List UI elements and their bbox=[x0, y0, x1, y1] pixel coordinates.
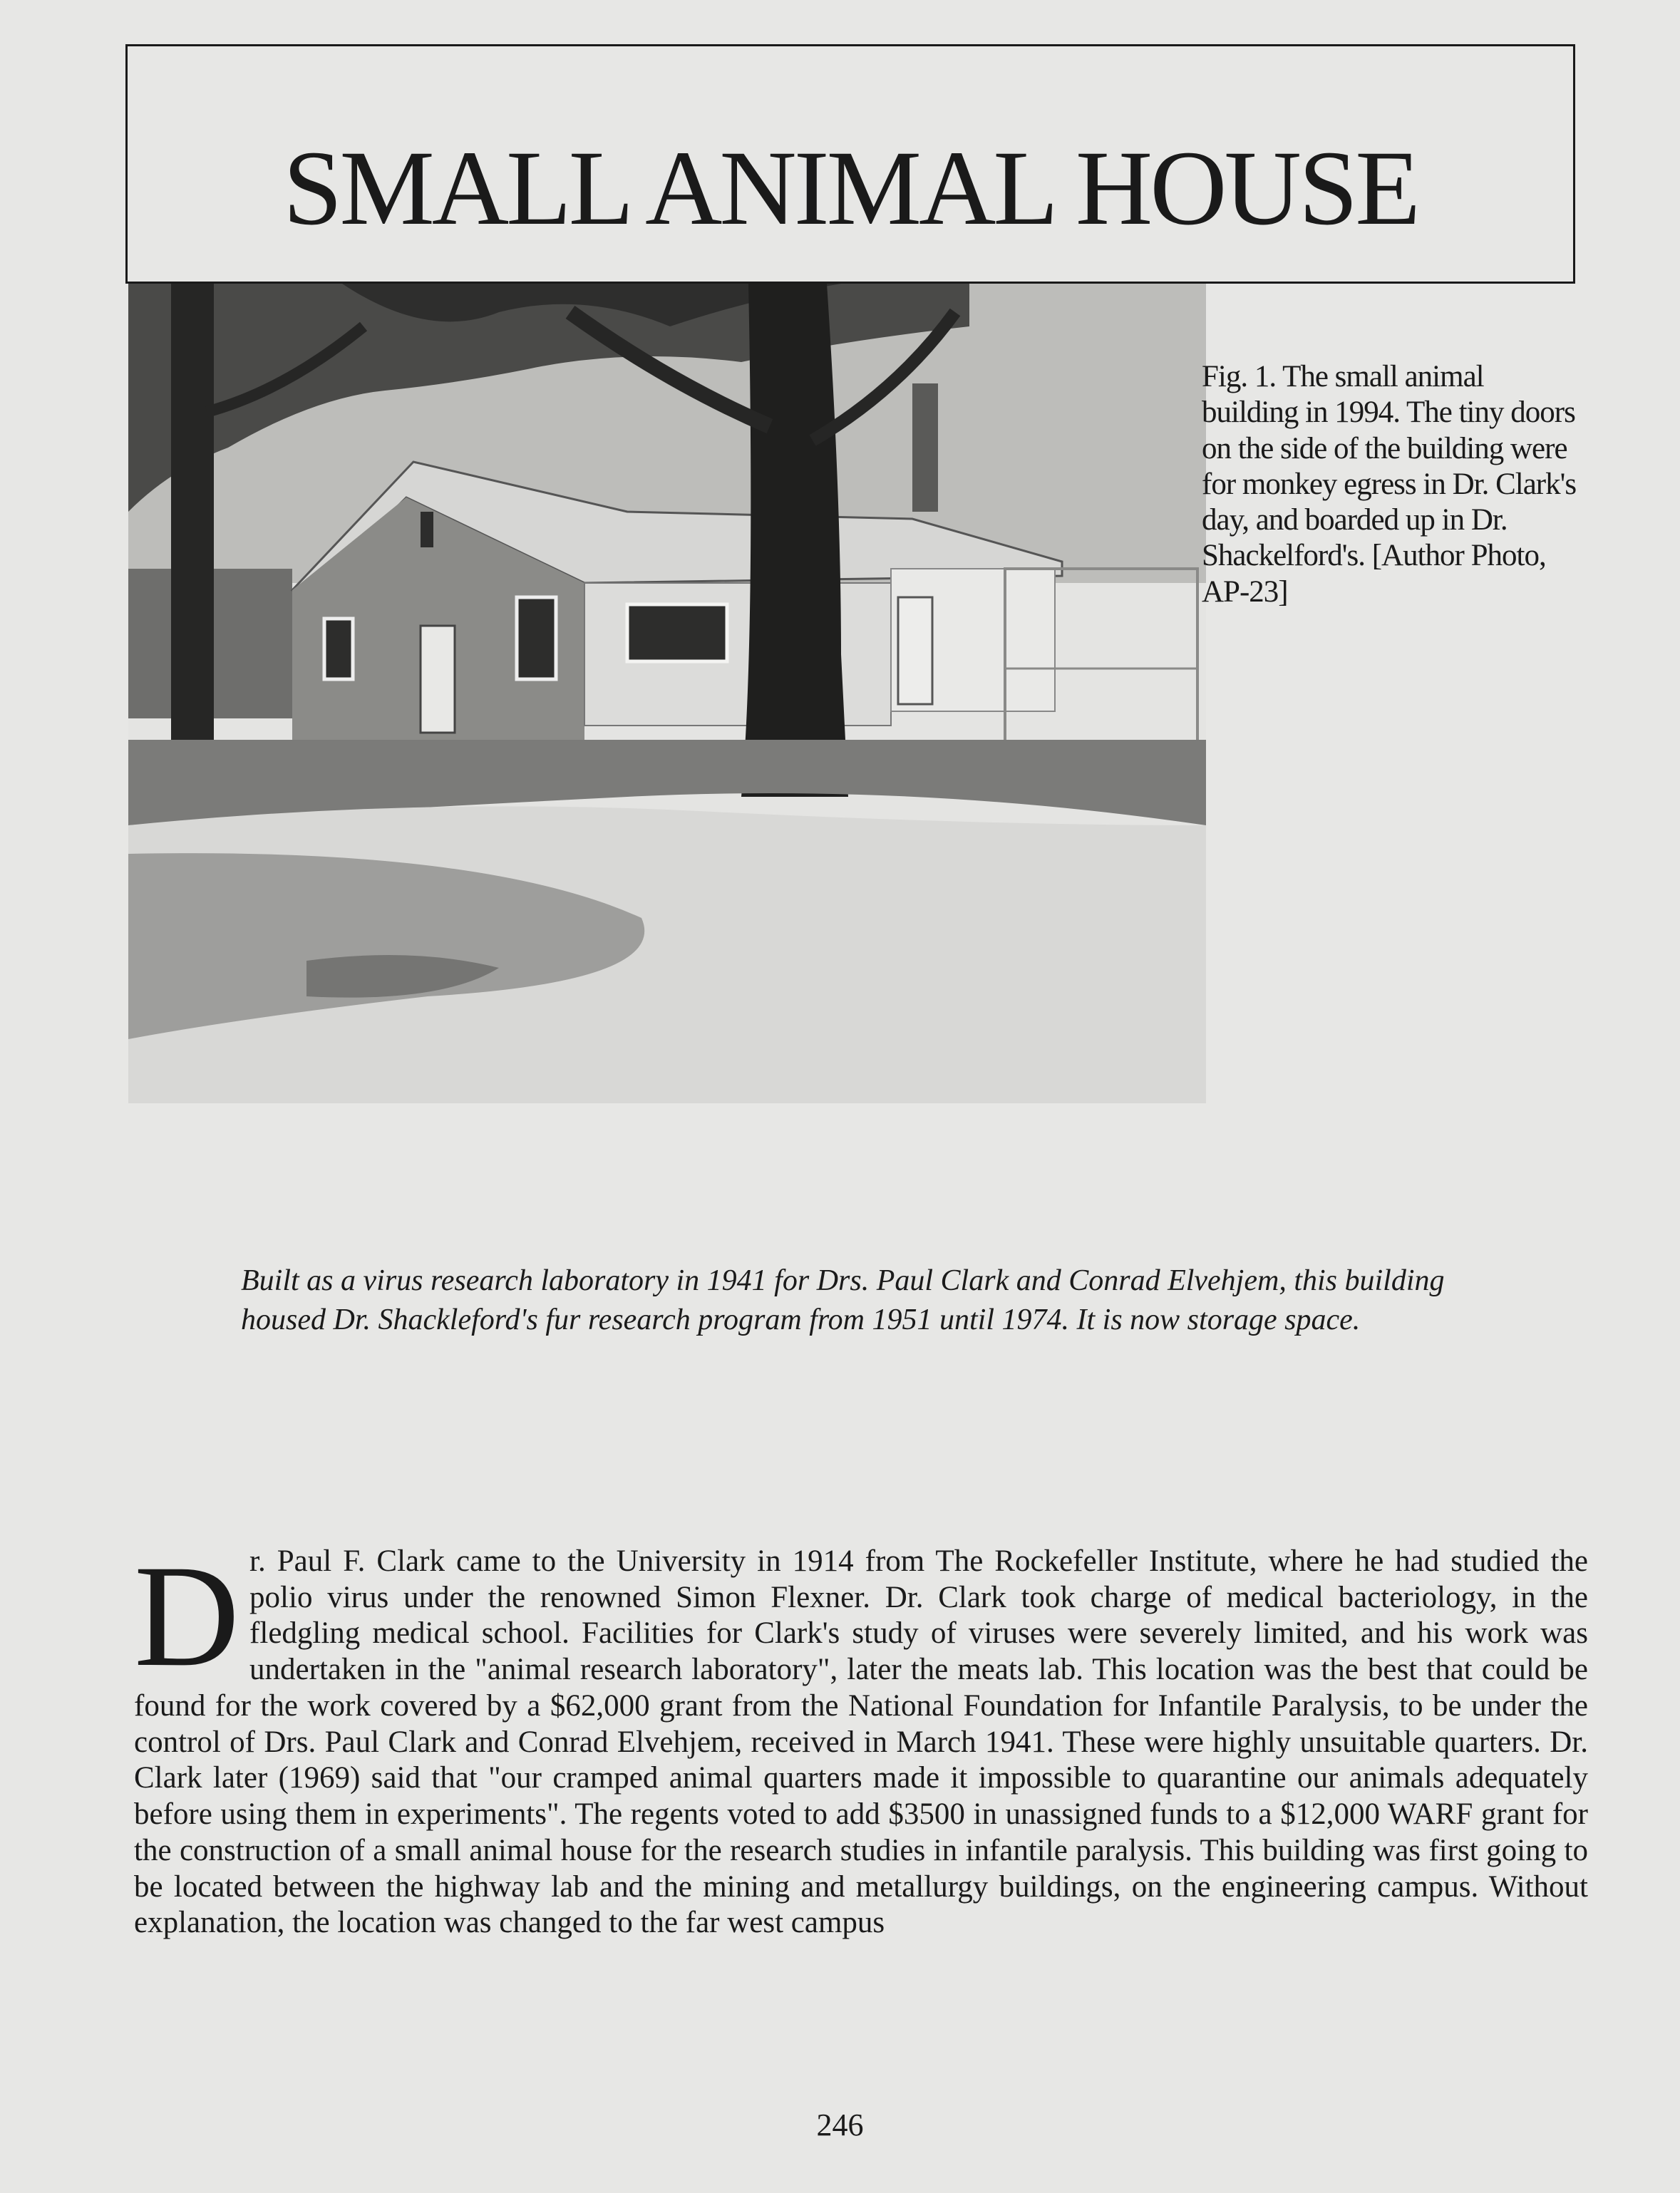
title-box bbox=[125, 44, 1575, 284]
page-number: 246 bbox=[816, 2107, 864, 2142]
building-photo bbox=[128, 284, 1206, 1103]
body-paragraph bbox=[134, 1535, 1588, 1941]
page-title: SMALL ANIMAL HOUSE bbox=[283, 129, 1418, 247]
body-text: r. Paul F. Clark came to the University in 1914 from The Rockefeller Institute, where he had studied the polio virus under the renowned Simon Flexner. Dr. Clark took charge of medical bacteriology, in the fledgling medical school. Facilities for Clark's study of viruses were severely limited, and his work was undertaken in the "animal research laboratory", later the meats lab. This location was the best that could be found for the work covered by a $62,000 grant from the National Foundation for Infantile Paralysis, to be under the control of Drs. Paul Clark and Conrad Elvehjem, received in March 1941. These were highly unsuitable quarters. Dr. Clark later (1969) said that "our cramped animal quarters made it impossible to quarantine our animals adequately before using them in experiments". The regents voted to add $3500 in unassigned funds to a $12,000 WARF grant for the construction of a small animal house for the research studies in infantile paralysis. This building was first going to be located between the highway lab and the mining and metallurgy buildings, on the engineering campus. Without explanation, the location was changed to the far west campus bbox=[134, 1544, 1588, 1940]
drop-cap: D bbox=[134, 1535, 240, 1697]
photo-illustration bbox=[128, 284, 1206, 1103]
photo-caption: Built as a virus research laboratory in 1941 for Drs. Paul Clark and Conrad Elvehjem, this building housed Dr. Shackleford's fur research program from 1951 until 1974. It is now storage space. bbox=[241, 1264, 1445, 1336]
figure-caption: Fig. 1. The small animal building in 1994. The tiny doors on the side of the building were for monkey egress in Dr. Clark's day, and boarded up in Dr. Shackelford's. [Author Photo, AP-23] bbox=[1202, 360, 1577, 609]
